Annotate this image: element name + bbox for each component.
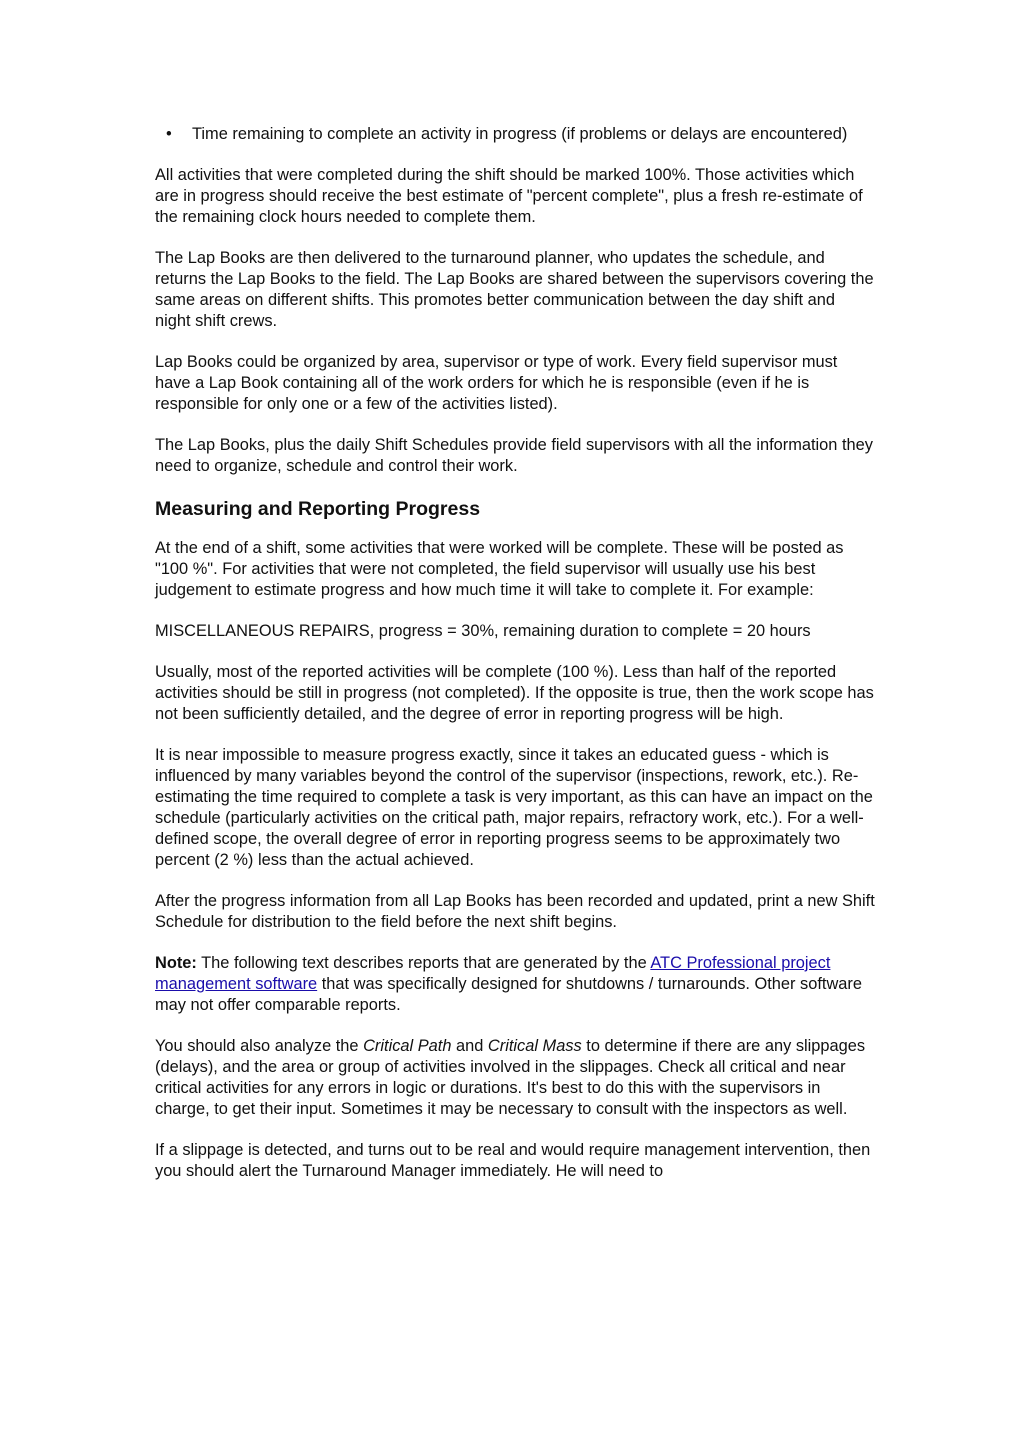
analysis-text-3: to determine if there are any slippages (delays), and the area or group of activities involved in the slippages. Check all critical and near critical activities for any errors in logic or durations. It's best to do this with the supervisors in charge, to get their input. Sometimes it may be necessary to consult with the inspectors as well. <box>155 1037 866 1118</box>
atc-software-link[interactable]: ATC Professional project management software <box>155 954 831 993</box>
analysis-text-1: You should also analyze the <box>155 1037 364 1055</box>
paragraph-lap-books-delivery: The Lap Books are then delivered to the turnaround planner, who updates the schedule, and returns the Lap Books to the field. The Lap Books are shared between the supervisors covering the same areas on different shifts. This promotes better communication between the day shift and night shift crews. <box>155 249 874 330</box>
paragraph-critical-analysis <box>155 1036 875 1120</box>
note-text-before-link: The following text describes reports that are generated by the <box>196 954 651 972</box>
critical-mass-term: Critical Mass <box>487 1037 582 1055</box>
paragraph-print-schedule: After the progress information from all Lap Books has been recorded and updated, print a new Shift Schedule for distribution to the field before the next shift begins. <box>155 892 875 931</box>
section-heading: Measuring and Reporting Progress <box>155 498 481 520</box>
paragraph-reported-activities: Usually, most of the reported activities will be complete (100 %). Less than half of the reported activities should be still in progress (not completed). If the opposite is true, then the work scope has not been sufficiently detailed, and the degree of error in reporting progress will be high. <box>155 663 874 723</box>
document-body <box>155 124 875 1202</box>
bullet-text: Time remaining to complete an activity in progress (if problems or delays are encountered) <box>192 125 848 143</box>
note-label: Note: <box>155 954 197 972</box>
paragraph-lap-books-organization: Lap Books could be organized by area, supervisor or type of work. Every field supervisor must have a Lap Book containing all of the work orders for which he is responsible (even if he is responsible for only one or a few of the activities listed). <box>155 353 838 413</box>
critical-path-term: Critical Path <box>363 1037 452 1055</box>
bullet-item <box>155 124 875 145</box>
paragraph-lap-books-shift-schedules: The Lap Books, plus the daily Shift Schedules provide field supervisors with all the information they need to organize, schedule and control their work. <box>155 436 873 475</box>
analysis-text-2: and <box>451 1037 488 1055</box>
paragraph-measure-progress: It is near impossible to measure progress exactly, since it takes an educated guess - which is influenced by many variables beyond the control of the supervisor (inspections, rework, etc.). Re-estimating the time required to complete a task is very important, as this can have an impact on the schedule (particularly activities on the critical path, major repairs, refractory work, etc.). For a well-defined scope, the overall degree of error in reporting progress seems to be approximately two percent (2 %) less than the actual achieved. <box>155 746 873 869</box>
note-text-after-link: that was specifically designed for shutdowns / turnarounds. Other software may not offer comparable reports. <box>155 975 862 1014</box>
bullet-glyph: • <box>166 125 172 143</box>
paragraph-end-of-shift: At the end of a shift, some activities that were worked will be complete. These will be posted as "100 %". For activities that were not completed, the field supervisor will usually use his best judgement to estimate progress and how much time it will take to complete it. For example: <box>155 539 844 599</box>
note-paragraph <box>155 953 875 1016</box>
paragraph-example: MISCELLANEOUS REPAIRS, progress = 30%, remaining duration to complete = 20 hours <box>155 622 811 640</box>
paragraph-completed-activities: All activities that were completed during the shift should be marked 100%. Those activities which are in progress should receive the best estimate of "percent complete", plus a fresh re-estimate of the remaining clock hours needed to complete them. <box>155 166 863 226</box>
paragraph-slippage: If a slippage is detected, and turns out to be real and would require management intervention, then you should alert the Turnaround Manager immediately. He will need to <box>155 1141 871 1180</box>
